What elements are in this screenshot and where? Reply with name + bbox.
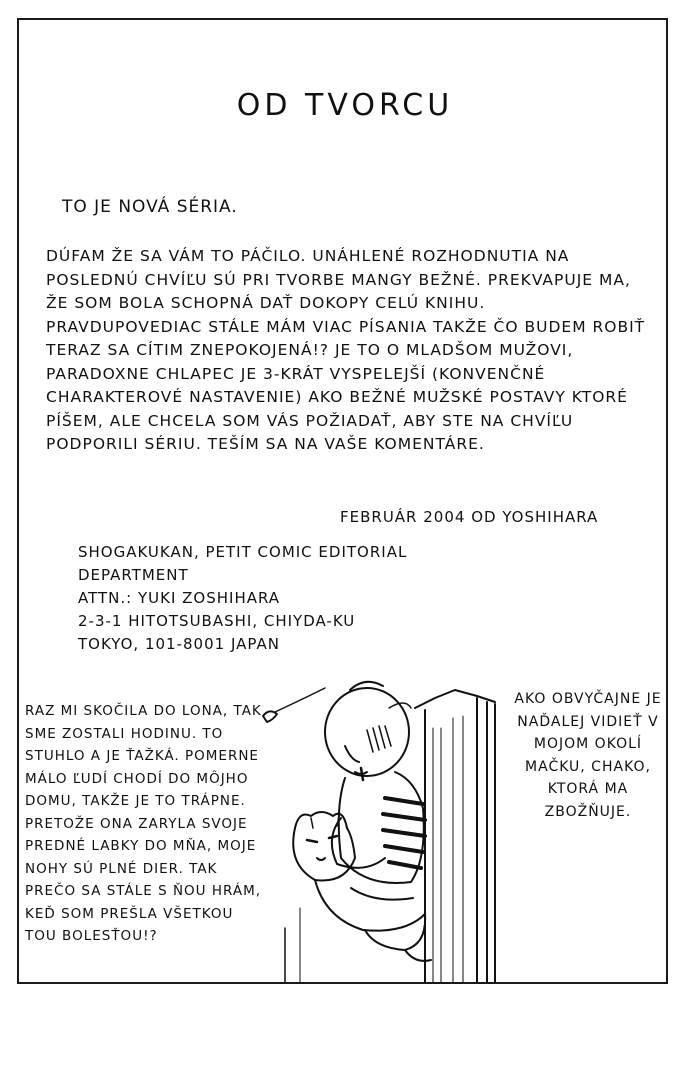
author-with-cat-illustration <box>255 668 515 982</box>
body-paragraph: DÚFAM ŽE SA VÁM TO PÁČILO. UNÁHLENÉ ROZHODNUTIA NA POSLEDNÚ CHVÍĽU SÚ PRI TVORBE MANGY BEŽNÉ. PREKVAPUJE MA, ŽE SOM BOLA SCHOPNÁ DAŤ DOKOPY CELÚ KNIHU. PRAVDUPOVEDIAC STÁLE MÁM VIAC PÍSANIA TAKŽE ČO BUDEM ROBIŤ TERAZ SA CÍTIM ZNEPOKOJENÁ!? JE TO O MLADŠOM MUŽOVI, PARADOXNE CHLAPEC JE 3-KRÁT VYSPELEJŠÍ (KONVENČNÉ CHARAKTEROVÉ NASTAVENIE) AKO BEŽNÉ MUŽSKÉ POSTAVY KTORÉ PÍŠEM, ALE CHCELA SOM VÁS POŽIADAŤ, ABY STE NA CHVÍĽU PODPORILI SÉRIU. TEŠÍM SA NA VAŠE KOMENTÁRE. <box>46 247 646 453</box>
right-note: AKO OBVYČAJNE JE NAĎALEJ VIDIEŤ V MOJOM OKOLÍ MAČKU, CHAKO, KTORÁ MA ZBOŽŇUJE. <box>514 691 662 820</box>
address-line: SHOGAKUKAN, PETIT COMIC EDITORIAL <box>78 543 408 561</box>
left-note: RAZ MI SKOČILA DO LONA, TAK SME ZOSTALI HODINU. TO STUHLO A JE ŤAŽKÁ. POMERNE MÁLO ĽUDÍ CHODÍ DO MÔJHO DOMU, TAKŽE JE TO TRÁPNE. PRETOŽE ONA ZARYLA SVOJE PREDNÉ LABKY DO MŇA, MOJE NOHY SÚ PLNÉ DIER. TAK PREČO SA STÁLE S ŇOU HRÁM, KEĎ SOM PREŠLA VŠETKOU TOU BOLESŤOU!? <box>25 703 262 944</box>
address-line: 2-3-1 HITOTSUBASHI, CHIYDA-KU <box>78 612 356 630</box>
address-line: DEPARTMENT <box>78 566 189 584</box>
address-line: ATTN.: YUKI ZOSHIHARA <box>78 589 281 607</box>
page-title: OD TVORCU <box>236 88 454 123</box>
intro-text: TO JE NOVÁ SÉRIA. <box>62 197 238 217</box>
mailing-address <box>78 541 407 656</box>
signature: FEBRUÁR 2004 OD YOSHIHARA <box>340 508 599 526</box>
address-line: TOKYO, 101-8001 JAPAN <box>78 635 280 653</box>
